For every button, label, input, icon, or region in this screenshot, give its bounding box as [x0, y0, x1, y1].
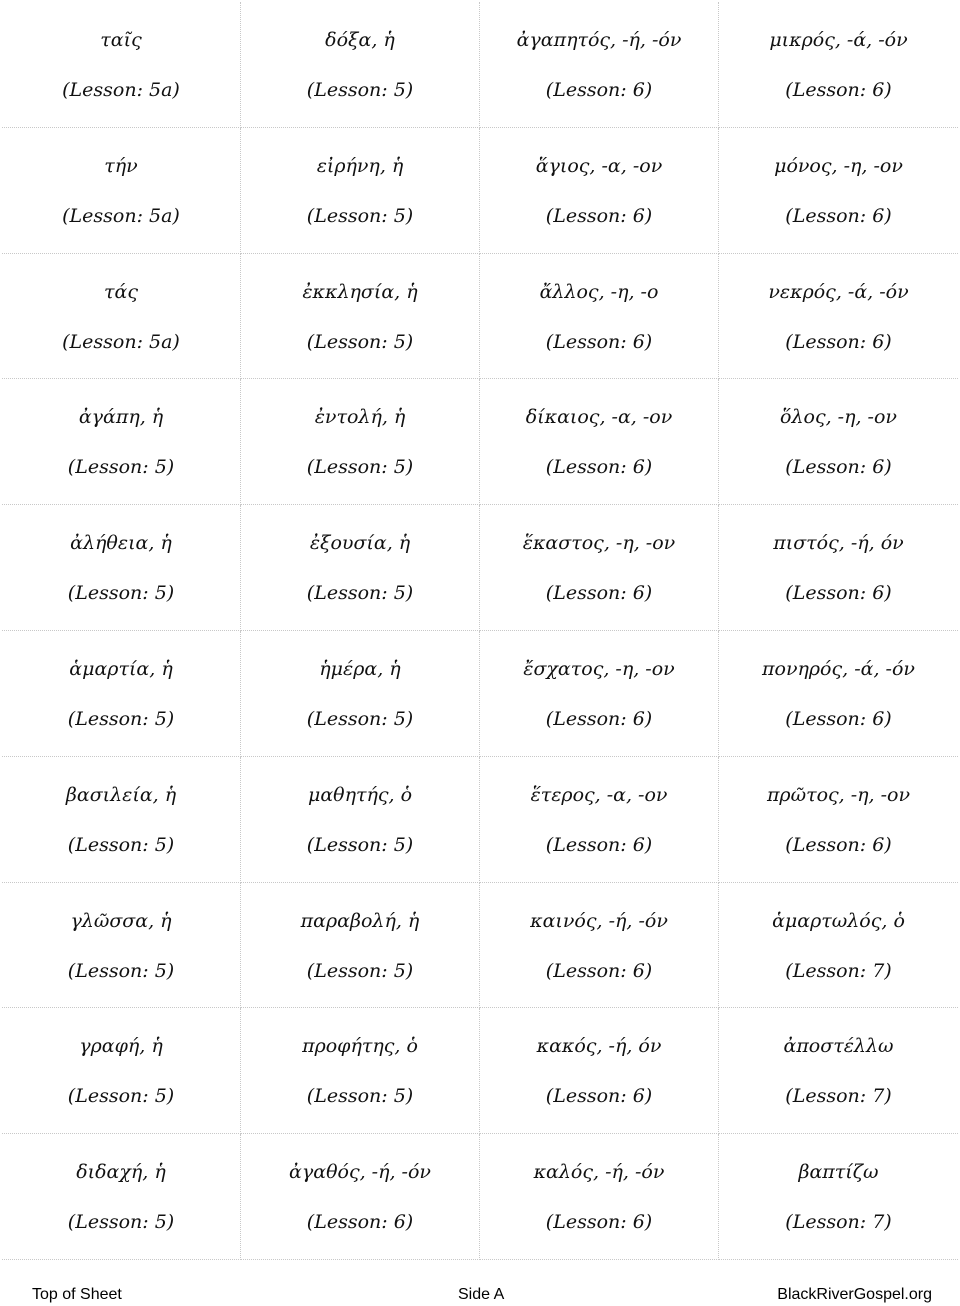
- flashcard: [241, 128, 480, 254]
- flashcard-lesson: (Lesson: 7): [785, 959, 892, 982]
- flashcard: [241, 1008, 480, 1134]
- flashcard-word: ἡμέρα, ἡ: [319, 657, 401, 680]
- flashcard-word: γραφή, ἡ: [79, 1035, 163, 1058]
- flashcard: [719, 631, 958, 757]
- flashcard-word: ὅλος, -η, -ον: [780, 406, 897, 429]
- flashcard-lesson: (Lesson: 5): [306, 959, 414, 982]
- flashcard: [480, 883, 719, 1009]
- flashcard-word: ἀποστέλλω: [783, 1035, 894, 1058]
- flashcard-word: δίκαιος, -α, -ον: [525, 406, 673, 429]
- flashcard: [2, 254, 241, 380]
- flashcard-lesson: (Lesson: 6): [545, 1211, 653, 1234]
- flashcard-word: ἄλλος, -η, -ο: [539, 280, 659, 303]
- flashcard-word: ἀγαπητός, -ή, -όν: [516, 29, 682, 51]
- flashcard-lesson: (Lesson: 6): [545, 79, 653, 101]
- flashcard-lesson: (Lesson: 5): [67, 1211, 175, 1234]
- flashcard-lesson: (Lesson: 6): [785, 204, 892, 227]
- flashcard-word: ἅγιος, -α, -ον: [535, 154, 663, 177]
- flashcard-sheet: [2, 2, 958, 1260]
- flashcard: [241, 631, 480, 757]
- flashcard-word: ἀγάπη, ἡ: [78, 406, 164, 429]
- flashcard: [480, 2, 719, 128]
- flashcard-word: καινός, -ή, -όν: [530, 909, 668, 932]
- flashcard-lesson: (Lesson: 6): [785, 707, 892, 730]
- flashcard-lesson: (Lesson: 5a): [62, 204, 180, 227]
- flashcard: [241, 254, 480, 380]
- flashcard-word: κακός, -ή, όν: [536, 1035, 662, 1058]
- flashcard-lesson: (Lesson: 6): [306, 1211, 414, 1234]
- flashcard-word: προφήτης, ὁ: [302, 1035, 418, 1058]
- flashcard-word: πονηρός, -ά, -όν: [762, 657, 915, 680]
- flashcard: [2, 128, 241, 254]
- flashcard-word: τήν: [104, 154, 138, 177]
- flashcard-lesson: (Lesson: 5): [306, 707, 414, 730]
- flashcard-lesson: (Lesson: 5a): [62, 330, 180, 353]
- flashcard: [241, 757, 480, 883]
- flashcard: [480, 1008, 719, 1134]
- flashcard-word: δόξα, ἡ: [325, 29, 395, 51]
- flashcard-lesson: (Lesson: 6): [785, 456, 892, 479]
- flashcard: [719, 2, 958, 128]
- flashcard: [241, 379, 480, 505]
- flashcard-word: παραβολή, ἡ: [300, 909, 420, 932]
- flashcard-word: ἁμαρτία, ἡ: [69, 657, 173, 680]
- flashcard: [480, 1134, 719, 1260]
- flashcard: [2, 631, 241, 757]
- flashcard-word: τάς: [104, 280, 138, 303]
- page-footer: [0, 1286, 960, 1306]
- flashcard-lesson: (Lesson: 6): [545, 330, 653, 353]
- flashcard: [241, 505, 480, 631]
- flashcard-lesson: (Lesson: 6): [785, 582, 892, 605]
- flashcard: [719, 254, 958, 380]
- flashcard: [480, 128, 719, 254]
- flashcard-lesson: (Lesson: 5): [67, 707, 175, 730]
- flashcard-lesson: (Lesson: 6): [545, 707, 653, 730]
- flashcard-lesson: (Lesson: 5): [67, 1085, 175, 1108]
- flashcard: [241, 883, 480, 1009]
- flashcard-word: εἰρήνη, ἡ: [316, 154, 404, 177]
- flashcard-word: καλός, -ή, -όν: [533, 1161, 665, 1184]
- flashcard: [719, 757, 958, 883]
- flashcard-word: βαπτίζω: [798, 1161, 879, 1184]
- flashcard-lesson: (Lesson: 6): [785, 79, 892, 101]
- flashcard-word: ἐντολή, ἡ: [314, 406, 406, 429]
- flashcard: [480, 631, 719, 757]
- flashcard: [2, 2, 241, 128]
- flashcard-word: μαθητής, ὁ: [307, 783, 413, 806]
- flashcard-word: μικρός, -ά, -όν: [769, 29, 908, 51]
- flashcard: [241, 1134, 480, 1260]
- footer-website: BlackRiverGospel.org: [777, 1286, 932, 1303]
- footer-side-label: Side A: [458, 1286, 505, 1303]
- flashcard: [2, 379, 241, 505]
- flashcard-lesson: (Lesson: 5): [306, 456, 414, 479]
- flashcard: [2, 505, 241, 631]
- flashcard-word: ταῖς: [100, 29, 142, 51]
- flashcard: [241, 2, 480, 128]
- flashcard-lesson: (Lesson: 6): [785, 833, 892, 856]
- flashcard-lesson: (Lesson: 6): [785, 330, 892, 353]
- flashcard-lesson: (Lesson: 5): [306, 79, 414, 101]
- footer-top-of-sheet: Top of Sheet: [32, 1286, 122, 1303]
- flashcard-lesson: (Lesson: 6): [545, 1085, 653, 1108]
- flashcard: [719, 505, 958, 631]
- flashcard-word: ἀλήθεια, ἡ: [70, 532, 172, 555]
- flashcard: [480, 757, 719, 883]
- flashcard-word: βασιλεία, ἡ: [65, 783, 177, 806]
- flashcard-lesson: (Lesson: 5): [306, 833, 414, 856]
- flashcard: [480, 379, 719, 505]
- flashcard-lesson: (Lesson: 5): [67, 582, 175, 605]
- flashcard-word: ἐξουσία, ἡ: [309, 532, 411, 555]
- flashcard: [719, 883, 958, 1009]
- flashcard-word: ἐκκλησία, ἡ: [302, 280, 418, 303]
- flashcard: [719, 128, 958, 254]
- flashcard-word: ἕκαστος, -η, -ον: [522, 532, 676, 555]
- flashcard-lesson: (Lesson: 6): [545, 833, 653, 856]
- flashcard: [2, 883, 241, 1009]
- flashcard: [480, 505, 719, 631]
- flashcard: [719, 1008, 958, 1134]
- flashcard-lesson: (Lesson: 6): [545, 456, 653, 479]
- flashcard-word: διδαχή, ἡ: [76, 1161, 166, 1184]
- flashcard-lesson: (Lesson: 6): [545, 959, 653, 982]
- flashcard-lesson: (Lesson: 5): [67, 833, 175, 856]
- flashcard-word: ἁμαρτωλός, ὁ: [772, 909, 905, 932]
- flashcard: [480, 254, 719, 380]
- flashcard-lesson: (Lesson: 5): [306, 1085, 414, 1108]
- flashcard: [2, 757, 241, 883]
- flashcard-lesson: (Lesson: 5): [306, 330, 414, 353]
- flashcard-lesson: (Lesson: 5): [67, 456, 175, 479]
- flashcard-word: πρῶτος, -η, -ον: [766, 783, 911, 806]
- flashcard-lesson: (Lesson: 5): [306, 204, 414, 227]
- flashcard: [2, 1008, 241, 1134]
- flashcard: [719, 1134, 958, 1260]
- flashcard-word: ἀγαθός, -ή, -όν: [289, 1161, 431, 1184]
- flashcard-lesson: (Lesson: 6): [545, 204, 653, 227]
- flashcard-word: ἔσχατος, -η, -ον: [523, 657, 675, 680]
- flashcard-lesson: (Lesson: 7): [785, 1085, 892, 1108]
- flashcard-word: μόνος, -η, -ον: [774, 154, 903, 177]
- flashcard: [2, 1134, 241, 1260]
- flashcard-lesson: (Lesson: 6): [545, 582, 653, 605]
- flashcard-lesson: (Lesson: 5): [306, 582, 414, 605]
- flashcard: [719, 379, 958, 505]
- flashcard-lesson: (Lesson: 7): [785, 1211, 892, 1234]
- flashcard-word: πιστός, -ή, όν: [773, 532, 904, 555]
- flashcard-word: νεκρός, -ά, -όν: [768, 280, 909, 303]
- flashcard-word: ἕτερος, -α, -ον: [530, 783, 668, 806]
- flashcard-lesson: (Lesson: 5a): [62, 79, 180, 101]
- flashcard-word: γλῶσσα, ἡ: [70, 909, 172, 932]
- flashcard-lesson: (Lesson: 5): [67, 959, 175, 982]
